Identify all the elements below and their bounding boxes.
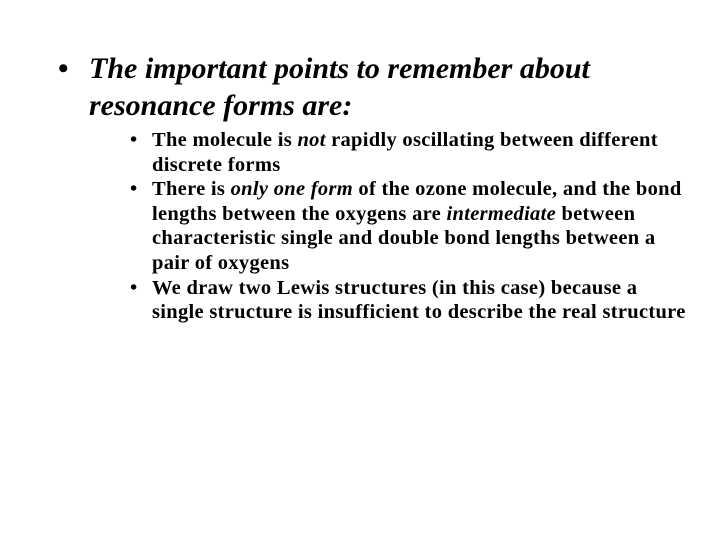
bullet-icon: • (130, 178, 138, 201)
sub-point-text: of the ozone molecule, and the bond lengths between the oxygens are (152, 178, 682, 225)
sub-point-oscillation (130, 128, 690, 177)
bullet-icon: • (58, 52, 69, 85)
main-point (58, 50, 678, 124)
bullet-icon: • (130, 129, 138, 151)
main-point-text: The important points to remember about resonance forms are: (89, 52, 590, 122)
emphasis-text: not (297, 129, 326, 151)
bullet-icon: • (130, 276, 138, 299)
emphasis-text: only one form (230, 178, 353, 201)
sub-point-lewis-structures (130, 276, 690, 325)
emphasis-text: intermediate (446, 202, 557, 225)
sub-point-one-form (130, 177, 690, 275)
sub-point-text: The molecule is (152, 129, 298, 151)
sub-point-text: We draw two Lewis structures (in this case) because a single structure is insufficient to describe the real structure (152, 276, 686, 324)
sub-point-text: between characteristic single and double bond lengths between a pair of oxygens (152, 202, 656, 274)
sub-point-list (130, 128, 690, 325)
sub-point-text: rapidly oscillating between different discrete forms (152, 129, 658, 176)
sub-point-text: There is (152, 178, 231, 201)
